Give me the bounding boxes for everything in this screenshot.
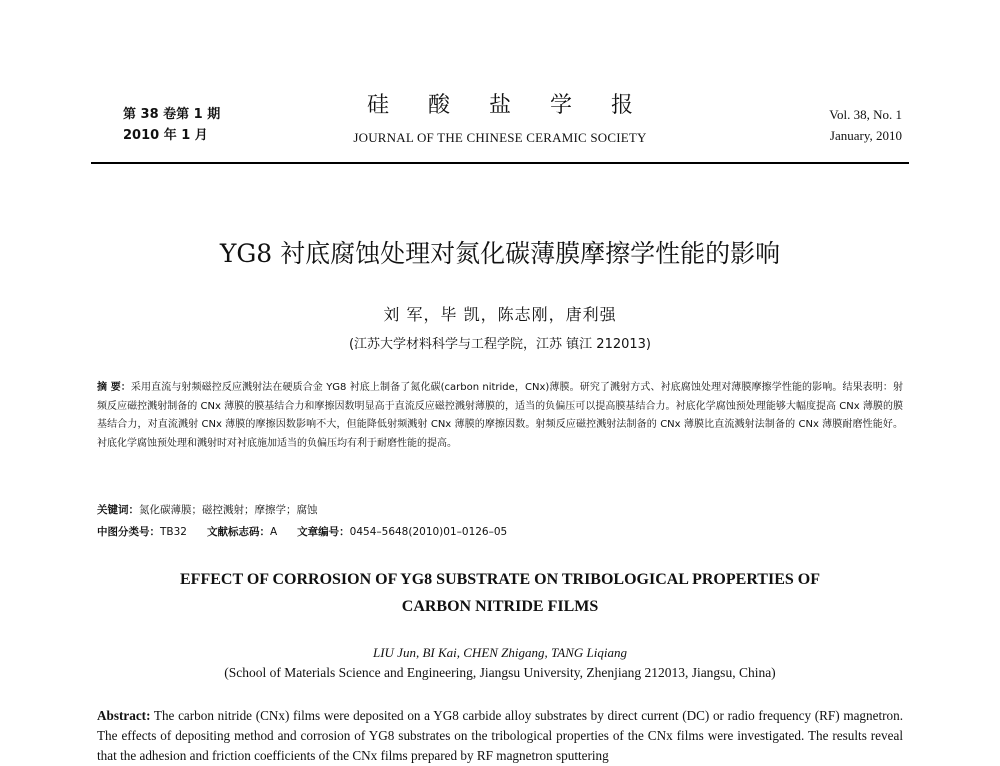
volume-issue-cn: 第 38 卷第 1 期: [123, 107, 221, 122]
journal-title-cn: 硅 酸 盐 学 报: [367, 93, 649, 118]
abstract-cn-label: 摘 要：: [97, 382, 131, 393]
volume-issue-en: Vol. 38, No. 1: [829, 107, 902, 122]
affiliation-en: (School of Materials Science and Engineering, Jiangsu University, Zhenjiang 212013, Jiangsu, China): [224, 665, 776, 680]
keywords-text: 氮化碳薄膜；磁控溅射；摩擦学；腐蚀: [139, 504, 318, 516]
keywords-label: 关键词：: [97, 504, 139, 516]
journal-title-en: JOURNAL OF THE CHINESE CERAMIC SOCIETY: [353, 130, 647, 145]
abstract-en: [97, 706, 903, 766]
date-en: January, 2010: [829, 128, 902, 143]
paper-title-en-line1: EFFECT OF CORROSION OF YG8 SUBSTRATE ON TRIBOLOGICAL PROPERTIES OF: [180, 571, 820, 588]
article-no-label: 文章编号：: [297, 526, 350, 538]
keywords: [97, 502, 318, 517]
clc-label: 中图分类号：: [97, 526, 160, 538]
paper-title-en: [150, 566, 850, 620]
doc-code-value: A: [269, 526, 278, 538]
abstract-en-text: The carbon nitride (CNx) films were deposited on a YG8 carbide alloy substrates by direct current (DC) or radio frequency (RF) magnetron. The effects of depositing method and corrosion of YG8 substrates on the tribological properties of the CNx films were investigated. The results reveal that the adhesion and friction coefficients of the CNx films prepared by RF magnetron sputtering: [97, 708, 904, 763]
header-center: [300, 90, 700, 146]
paper-title-en-line2: CARBON NITRIDE FILMS: [401, 598, 599, 615]
affiliation-cn: (江苏大学材料科学与工程学院，江苏 镇江 212013): [348, 337, 652, 352]
paper-title-cn: YG8 衬底腐蚀处理对氮化碳薄膜摩擦学性能的影响: [219, 239, 781, 268]
abstract-cn-text: 采用直流与射频磁控反应溅射法在硬质合金 YG8 衬底上制备了氮化碳(carbon nitride，CNx)薄膜。研究了溅射方式、衬底腐蚀处理对薄膜摩擦学性能的影响。结果表明：射频反应磁控溅射制备的 CNx 薄膜的膜基结合力和摩擦因数明显高于直流反应磁控溅射薄膜的，适当的负偏压可以提高膜基结合力。衬底化学腐蚀预处理能够大幅度提高 CNx 薄膜的膜基结合力，对直流溅射 CNx 薄膜的摩擦因数影响不大，但能降低射频溅射 CNx 薄膜的摩擦因数。射频反应磁控溅射法制备的 CNx 薄膜比直流溅射法制备的 CNx 薄膜耐磨性能好。衬底化学腐蚀预处理和溅射时对衬底施加适当的负偏压均有利于耐磨性能的提高。: [97, 382, 903, 449]
doc-code-label: 文献标志码：: [206, 526, 270, 538]
authors-en: LIU Jun, BI Kai, CHEN Zhigang, TANG Liqiang: [372, 645, 627, 660]
abstract-cn: [97, 379, 903, 453]
header-left: [123, 104, 220, 146]
date-cn: 2010 年 1 月: [123, 128, 208, 143]
authors-cn: 刘 军，毕 凯，陈志刚，唐利强: [383, 305, 617, 324]
classification-line: [97, 524, 507, 539]
abstract-en-label: Abstract:: [97, 708, 151, 723]
header-rule: [91, 162, 909, 164]
article-no-value: 0454–5648(2010)01–0126–05: [349, 526, 508, 538]
clc-value: TB32: [160, 526, 187, 538]
header-right: [829, 104, 902, 146]
